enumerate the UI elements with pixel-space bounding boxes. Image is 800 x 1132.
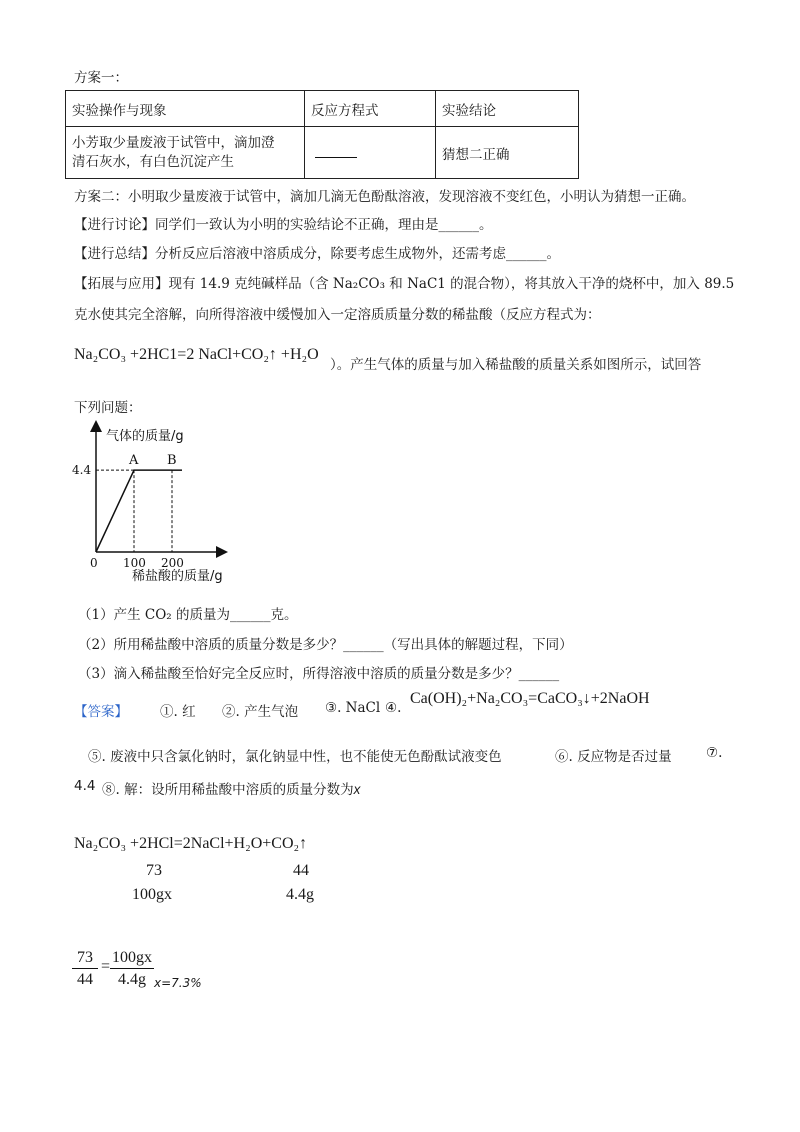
answer-6: ⑥. 反应物是否过量 — [555, 749, 672, 765]
summary-text: 【进行总结】分析反应后溶液中溶质成分，除要考虑生成物外，还需考虑______。 — [74, 246, 560, 262]
answer-8 — [102, 778, 360, 798]
answer-4-mark: ④. — [385, 700, 402, 716]
x-tick-label-200: 200 — [161, 556, 184, 570]
plan2-text: 方案二：小明取少量废液于试管中，滴加几滴无色酚酞溶液，发现溶液不变红色，小明认为猜想一正确。 — [74, 189, 695, 205]
gas-mass-chart — [60, 420, 260, 592]
expand-line2: 克水使其完全溶解，向所得溶液中缓慢加入一定溶质质量分数的稀盐酸（反应方程式为： — [74, 307, 601, 323]
answer-7: ⑦. — [706, 745, 723, 761]
answer-tag: 【答案】 — [74, 704, 128, 720]
answer-1: ①. 红 — [160, 704, 196, 720]
question-1: （1）产生 CO₂ 的质量为______克。 — [78, 607, 298, 623]
table-cell-equation-blank — [315, 149, 357, 158]
x-axis-label: 稀盐酸的质量/g — [132, 569, 223, 584]
fraction-2-numerator: 100gx — [110, 948, 154, 969]
question-2: （2）所用稀盐酸中溶质的质量分数是多少？______（写出具体的解题过程，下同） — [78, 637, 573, 653]
table-cell-operation — [66, 127, 305, 179]
solution-result: x=7.3% — [154, 976, 202, 990]
table-header-operation: 实验操作与现象 — [66, 91, 305, 127]
x-tick-label-0: 0 — [90, 556, 98, 570]
reaction-equation: Na₂CO₃ +2HC1=2 NaCl+CO₂↑ +H₂O — [74, 346, 319, 363]
fraction-100gx-over-4-4g — [110, 948, 154, 991]
discussion-text: 【进行讨论】同学们一致认为小明的实验结论不正确，理由是______。 — [74, 217, 493, 233]
plan1-title: 方案一： — [74, 70, 128, 86]
expand-line1: 【拓展与应用】现有 14.9 克纯碱样品（含 Na₂CO₃ 和 NaC1 的混合物），将其放入干净的烧杯中，加入 89.5 — [74, 276, 735, 292]
fraction-1-numerator: 73 — [72, 948, 98, 969]
fraction-2-denominator: 4.4g — [118, 971, 146, 988]
answer-8-variable: x — [353, 782, 361, 797]
table-cell-equation — [305, 127, 436, 179]
fraction-1-denominator: 44 — [77, 971, 93, 988]
solution-value-100gx: 100gx — [132, 886, 172, 903]
y-axis-label: 气体的质量/g — [106, 429, 184, 444]
fraction-73-over-44 — [72, 948, 98, 991]
answer-5: ⑤. 废液中只含氯化钠时，氯化钠显中性，也不能使无色酚酞试液变色 — [88, 749, 502, 765]
expand-line3: ）。产生气体的质量与加入稀盐酸的质量关系如图所示，试回答 — [330, 357, 702, 373]
fraction-equals: = — [101, 958, 111, 975]
y-tick-label-4.4: 4.4 — [72, 463, 92, 478]
solution-value-4-4g: 4.4g — [286, 886, 314, 903]
x-tick-label-100: 100 — [123, 556, 146, 570]
experiment-table — [65, 90, 579, 179]
point-label-a: A — [129, 453, 139, 469]
answer-8-text: ⑧. 解：设所用稀盐酸中溶质的质量分数为 — [102, 782, 354, 798]
answer-2: ②. 产生气泡 — [222, 704, 299, 720]
solution-equation: Na₂CO₃ +2HCl=2NaCl+H₂O+CO₂↑ — [74, 835, 308, 852]
table-cell-conclusion: 猜想二正确 — [436, 127, 579, 179]
point-label-b: B — [167, 453, 177, 469]
table-cell-operation-line2: 清石灰水，有白色沉淀产生 — [72, 153, 234, 170]
answer-4-equation: Ca(OH)₂+Na₂CO₃=CaCO₃↓+2NaOH — [410, 690, 650, 707]
expand-line4: 下列问题： — [74, 400, 142, 416]
table-header-conclusion: 实验结论 — [436, 91, 579, 127]
answer-7-value: 4.4 — [74, 778, 96, 794]
table-cell-operation-line1: 小芳取少量废液于试管中，滴加澄 — [72, 134, 275, 151]
solution-mass-73: 73 — [146, 862, 162, 879]
solution-mass-44: 44 — [293, 862, 309, 879]
answer-3: ③. NaCl — [325, 700, 381, 716]
table-header-equation: 反应方程式 — [305, 91, 436, 127]
question-3: （3）滴入稀盐酸至恰好完全反应时，所得溶液中溶质的质量分数是多少？______ — [78, 666, 560, 682]
